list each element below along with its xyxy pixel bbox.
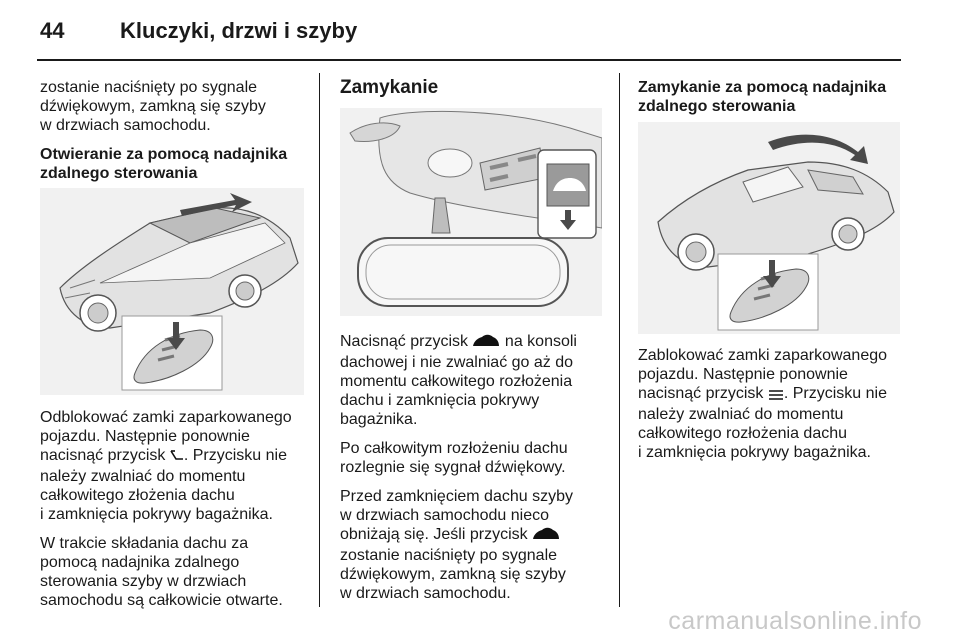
column-1	[40, 78, 310, 193]
paragraph-close-remote-instructions	[638, 346, 903, 462]
text-segment: zostanie naciśnięty po sygnale dźwiękowym, zamkną się szyby w drzwiach samochodu.	[340, 547, 566, 602]
section-heading-close-remote: Zamykanie za pomocą nadajnika zdalnego sterowania	[638, 79, 887, 115]
column-1-body	[40, 408, 310, 620]
roof-open-icon	[170, 448, 184, 467]
section-heading-closing: Zamykanie	[340, 77, 439, 98]
car-roof-button-icon	[472, 333, 500, 353]
text-segment: Przed zamknięciem dachu szyby w drzwiach samochodu nieco obniżają się. Jeśli przycisk	[340, 488, 573, 543]
text-segment: na konsoli dachowej i nie zwalniać go aż do momentu całkowitego rozłożenia dachu i zamknięcia pokrywy bagażnika.	[340, 333, 577, 428]
car-roof-button-icon	[532, 526, 560, 546]
chapter-title: Kluczyki, drzwi i szyby	[120, 18, 358, 43]
watermark: carmanualsonline.info	[668, 607, 922, 635]
paragraph-windows-close	[340, 487, 610, 603]
text-segment: Odblokować zamki zaparkowanego pojazdu. Następnie ponownie nacisnąć przycisk	[40, 409, 292, 464]
column-divider-2	[619, 73, 620, 607]
header-rule	[37, 59, 901, 61]
column-3	[638, 78, 903, 126]
paragraph-signal: Po całkowitym rozłożeniu dachu rozlegnie się sygnał dźwiękowy.	[340, 440, 568, 476]
column-3-body	[638, 346, 903, 472]
paragraph-windows-open: W trakcie składania dachu za pomocą nadajnika zdalnego sterowania szyby w drzwiach samochodu są całkowicie otwarte.	[40, 535, 283, 609]
text-segment: Zablokować zamki zaparkowanego pojazdu. Następnie ponownie nacisnąć przycisk	[638, 347, 888, 402]
paragraph-open-instructions	[40, 408, 310, 524]
paragraph-close-instructions	[340, 332, 610, 429]
figure-roof-console	[340, 108, 602, 316]
section-heading-open-remote: Otwieranie za pomocą nadajnika zdalnego sterowania	[40, 146, 288, 182]
column-divider-1	[319, 73, 320, 607]
column-2	[340, 78, 610, 97]
page-number: 44	[40, 18, 65, 43]
figure-car-roof-closing	[638, 122, 900, 334]
text-segment: . Przycisku nie należy zwalniać do momentu całkowitego rozłożenia dachu i zamknięcia pokrywy bagażnika.	[638, 385, 887, 461]
text-segment: . Przycisku nie należy zwalniać do momentu całkowitego złożenia dachu i zamknięcia pokrywy bagażnika.	[40, 447, 287, 523]
intro-text: zostanie naciśnięty po sygnale dźwiękowym, zamkną się szyby w drzwiach samochodu.	[40, 79, 266, 134]
text-segment: Nacisnąć przycisk	[340, 333, 473, 350]
roof-close-icon	[768, 386, 784, 405]
column-2-body	[340, 332, 610, 613]
figure-car-roof-opening	[40, 188, 304, 395]
